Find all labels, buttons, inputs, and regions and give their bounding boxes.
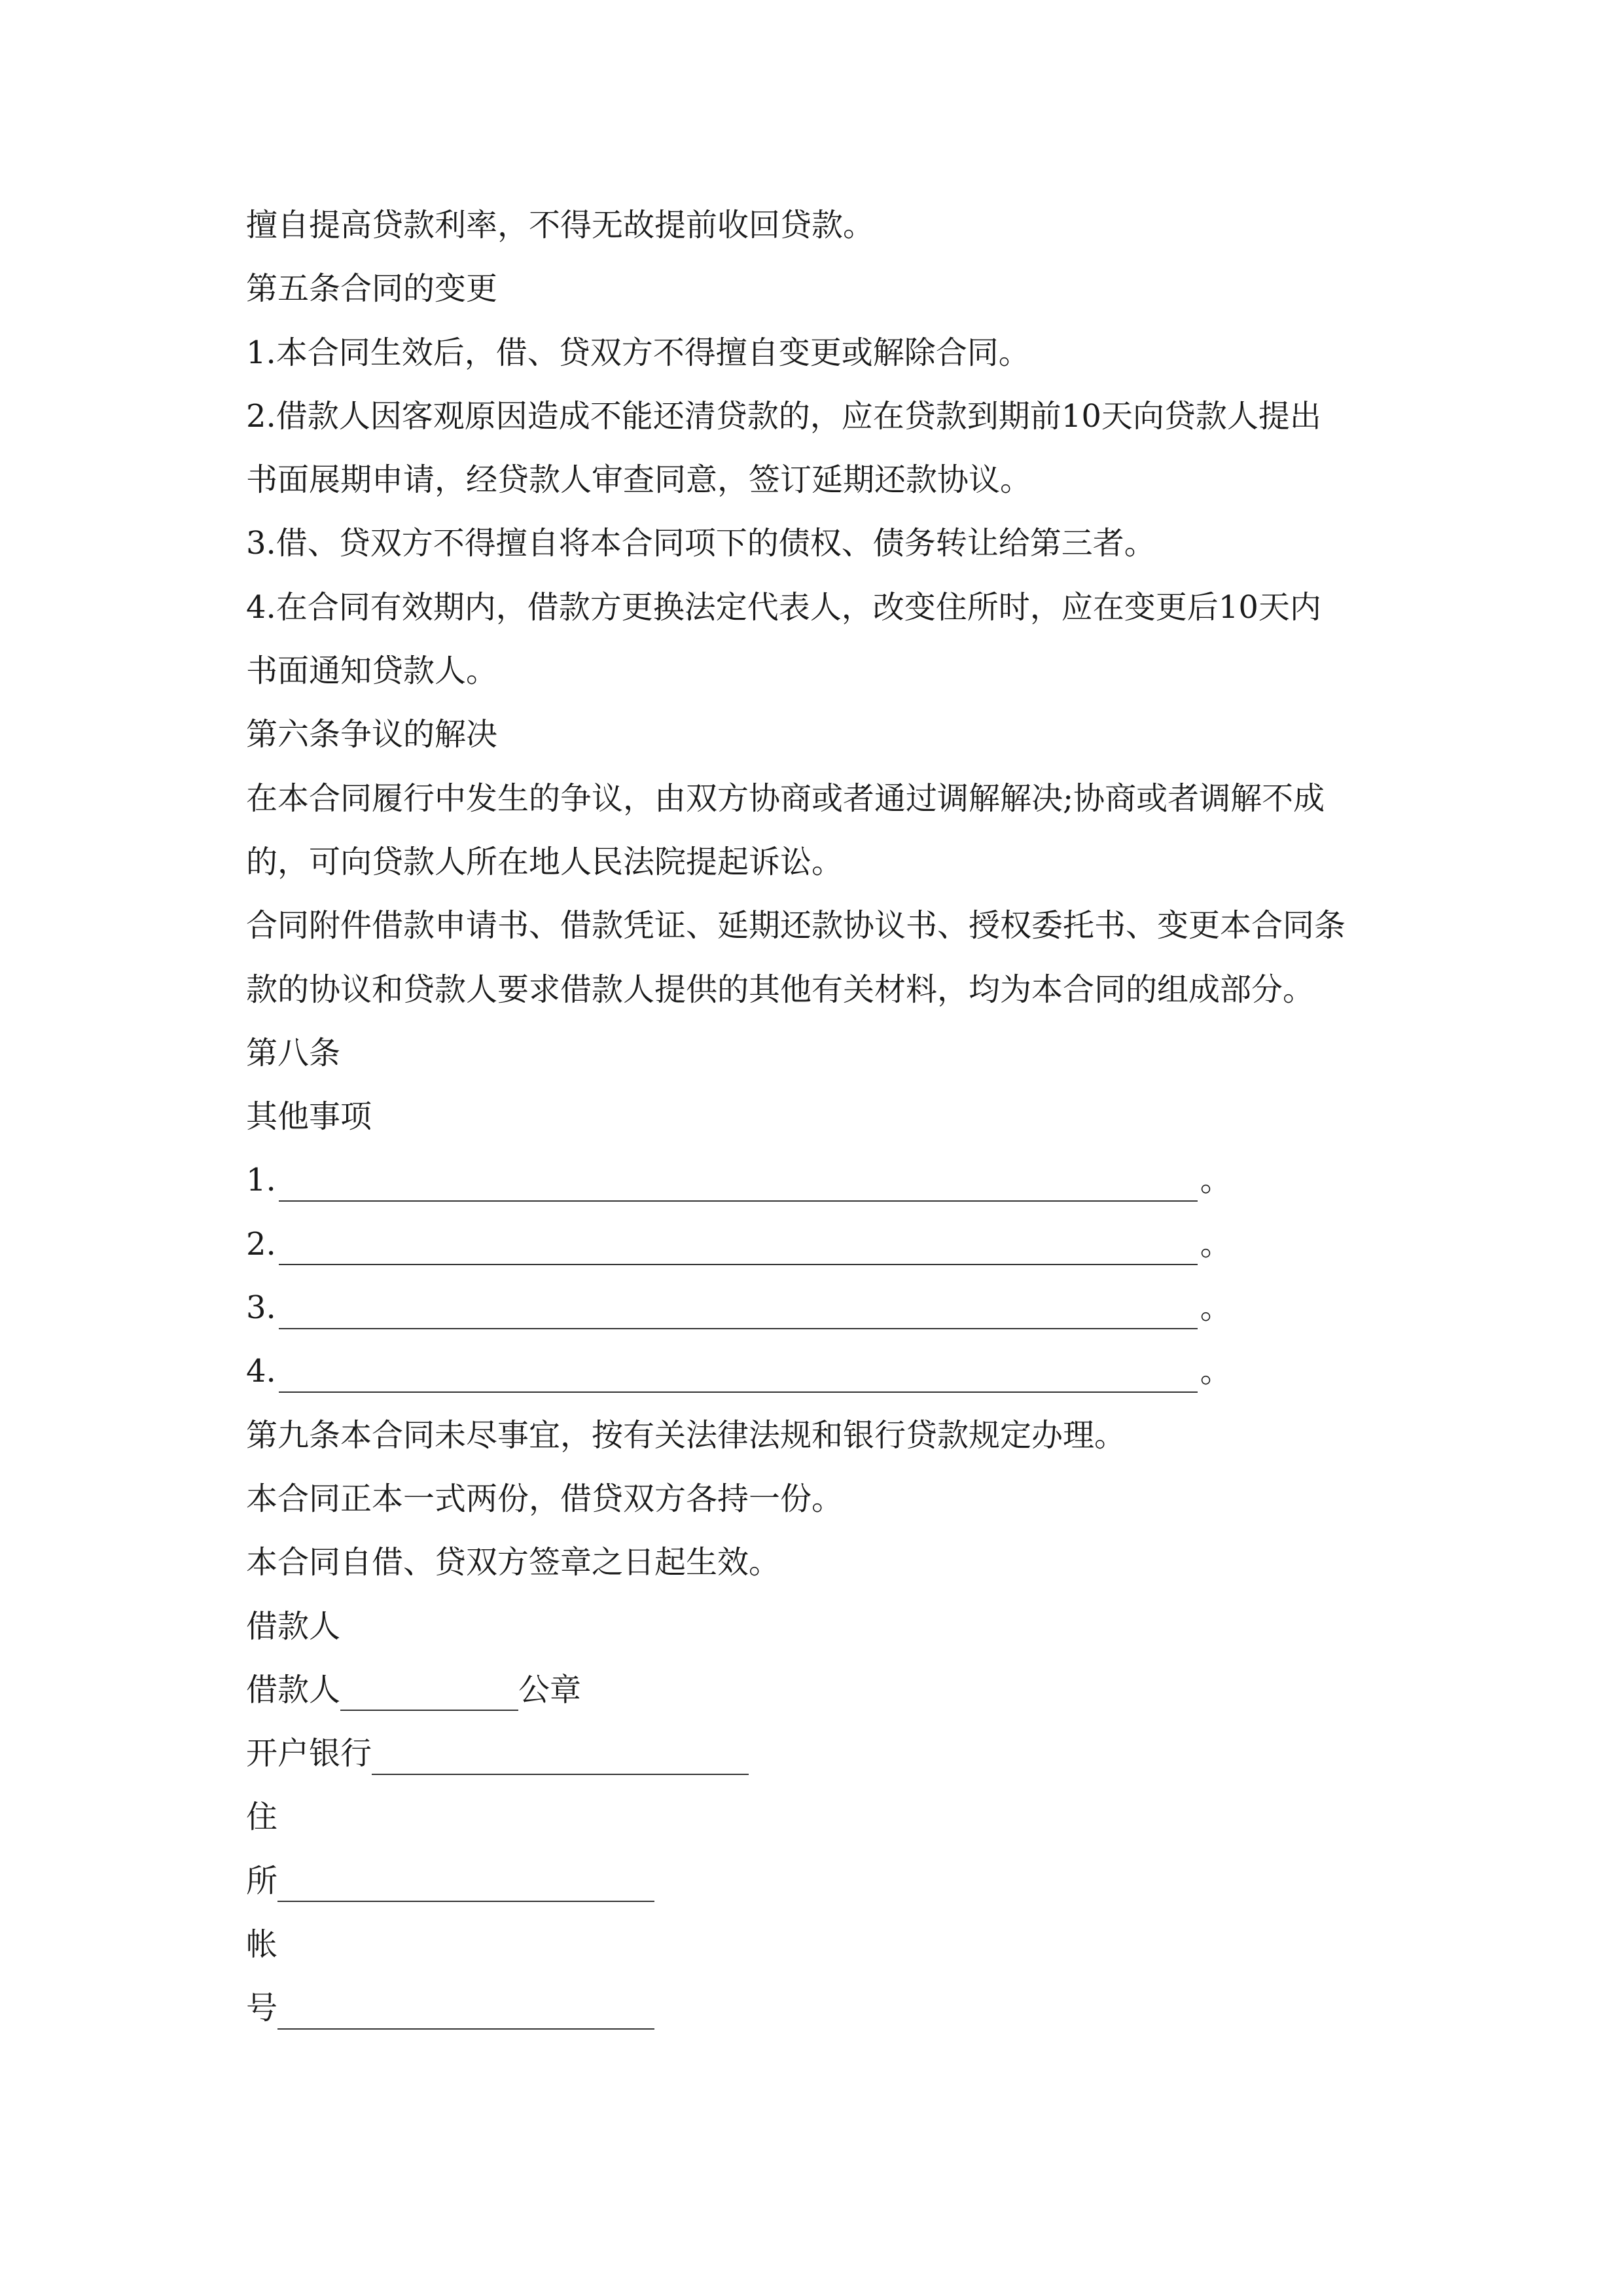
- blank-item-number: 4.: [246, 1353, 276, 1390]
- blank-item-number: 2.: [246, 1225, 276, 1263]
- blank-item-1: [246, 1149, 1385, 1212]
- paragraph-line: 本合同正本一式两份，借贷双方各持一份。: [246, 1480, 844, 1517]
- blank-item-3: [246, 1276, 1385, 1340]
- borrower-heading: 借款人: [246, 1607, 341, 1645]
- fill-in-blank[interactable]: [279, 1160, 1198, 1202]
- paragraph-line: 3.借、贷双方不得擅自将本合同项下的债权、债务转让给第三者。: [246, 525, 1156, 562]
- borrower-field[interactable]: [340, 1669, 518, 1711]
- article-8-heading: 第八条: [246, 1034, 341, 1071]
- paragraph-line: 本合同自借、贷双方签章之日起生效。: [246, 1544, 781, 1581]
- blank-item-2: [246, 1213, 1385, 1276]
- account-field[interactable]: [277, 1988, 654, 2030]
- address-label-bottom: 所: [246, 1862, 278, 1899]
- account-label-bottom: 号: [246, 1990, 278, 2027]
- blank-item-number: 1.: [246, 1162, 276, 1199]
- bank-row: [246, 1722, 1385, 1785]
- paragraph-line: 1.本合同生效后，借、贷双方不得擅自变更或解除合同。: [246, 334, 1030, 371]
- address-row: [246, 1850, 1385, 1913]
- blank-period: 。: [1200, 1353, 1232, 1390]
- paragraph-line: 擅自提高贷款利率，不得无故提前收回贷款。: [246, 207, 875, 243]
- bank-label: 开户银行: [246, 1735, 372, 1772]
- paragraph-line: 款的协议和贷款人要求借款人提供的其他有关材料，均为本合同的组成部分。: [246, 971, 1315, 1008]
- borrower-seal-row: [246, 1659, 1385, 1722]
- document-body: [246, 194, 1385, 2041]
- other-matters-heading: 其他事项: [246, 1098, 372, 1136]
- blank-item-4: [246, 1340, 1385, 1403]
- blank-period: 。: [1200, 1225, 1232, 1263]
- seal-label: 公章: [518, 1671, 582, 1708]
- fill-in-blank[interactable]: [279, 1351, 1198, 1393]
- account-row: [246, 1977, 1385, 2040]
- paragraph-line: 在本合同履行中发生的争议，由双方协商或者通过调解解决;协商或者调解不成: [246, 780, 1325, 817]
- article-9-line: 第九条本合同未尽事宜，按有关法律法规和银行贷款规定办理。: [246, 1416, 1126, 1454]
- blank-period: 。: [1200, 1162, 1232, 1199]
- bank-field[interactable]: [372, 1733, 749, 1775]
- article-6-heading: 第六条争议的解决: [246, 716, 498, 753]
- paragraph-line: 4.在合同有效期内，借款方更换法定代表人，改变住所时，应在变更后10天内: [246, 588, 1321, 626]
- blank-period: 。: [1200, 1289, 1232, 1327]
- account-label-top: 帐: [246, 1926, 278, 1964]
- borrower-label: 借款人: [246, 1671, 341, 1708]
- paragraph-line: 合同附件借款申请书、借款凭证、延期还款协议书、授权委托书、变更本合同条: [246, 907, 1346, 944]
- paragraph-line: 2.借款人因客观原因造成不能还清贷款的，应在贷款到期前10天向贷款人提出: [246, 397, 1321, 435]
- paragraph-line: 的，可向贷款人所在地人民法院提起诉讼。: [246, 843, 844, 880]
- article-5-heading: 第五条合同的变更: [246, 270, 498, 308]
- paragraph-line: 书面展期申请，经贷款人审查同意，签订延期还款协议。: [246, 461, 1032, 499]
- paragraph-line: 书面通知贷款人。: [246, 653, 498, 690]
- address-label-top: 住: [246, 1799, 278, 1836]
- address-field[interactable]: [277, 1860, 654, 1902]
- blank-item-number: 3.: [246, 1289, 276, 1327]
- fill-in-blank[interactable]: [279, 1287, 1198, 1329]
- fill-in-blank[interactable]: [279, 1223, 1198, 1265]
